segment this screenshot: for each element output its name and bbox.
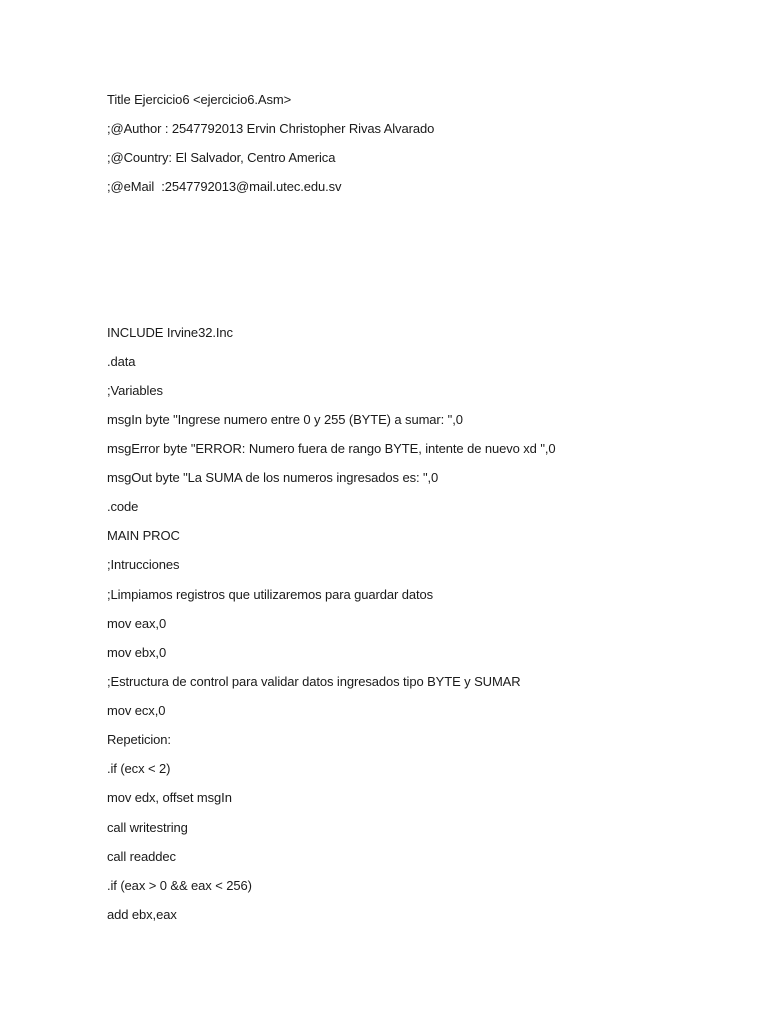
code-line-msgin: msgIn byte "Ingrese numero entre 0 y 255 (BYTE) a sumar: ",0 xyxy=(107,412,463,427)
code-line-include: INCLUDE Irvine32.Inc xyxy=(107,325,233,340)
code-line-call-read: call readdec xyxy=(107,849,176,864)
country-line: ;@Country: El Salvador, Centro America xyxy=(107,150,336,165)
code-line-mov-ebx: mov ebx,0 xyxy=(107,645,167,660)
code-line-mov-edx: mov edx, offset msgIn xyxy=(107,790,232,805)
code-line-msgout: msgOut byte "La SUMA de los numeros ingresados es: ",0 xyxy=(107,470,439,485)
code-line-main-proc: MAIN PROC xyxy=(107,528,180,543)
code-line-label-repeat: Repeticion: xyxy=(107,732,171,747)
code-line-comment-vars: ;Variables xyxy=(107,383,163,398)
code-line-data-section: .data xyxy=(107,354,136,369)
code-line-comment-clear: ;Limpiamos registros que utilizaremos para guardar datos xyxy=(107,587,434,602)
code-line-if-ecx: .if (ecx < 2) xyxy=(107,761,171,776)
code-line-msgerror: msgError byte "ERROR: Numero fuera de rango BYTE, intente de nuevo xd ",0 xyxy=(107,441,556,456)
code-line-mov-ecx: mov ecx,0 xyxy=(107,703,166,718)
author-line: ;@Author : 2547792013 Ervin Christopher Rivas Alvarado xyxy=(107,121,435,136)
code-line-mov-eax: mov eax,0 xyxy=(107,616,167,631)
code-line-if-eax: .if (eax > 0 && eax < 256) xyxy=(107,878,252,893)
code-line-add-ebx: add ebx,eax xyxy=(107,907,177,922)
email-line: ;@eMail :2547792013@mail.utec.edu.sv xyxy=(107,179,342,194)
code-line-comment-ctrl: ;Estructura de control para validar datos ingresados tipo BYTE y SUMAR xyxy=(107,674,521,689)
title-line: Title Ejercicio6 <ejercicio6.Asm> xyxy=(107,92,292,107)
code-line-code-section: .code xyxy=(107,499,139,514)
code-line-call-write: call writestring xyxy=(107,820,188,835)
code-line-comment-instr: ;Intrucciones xyxy=(107,557,180,572)
